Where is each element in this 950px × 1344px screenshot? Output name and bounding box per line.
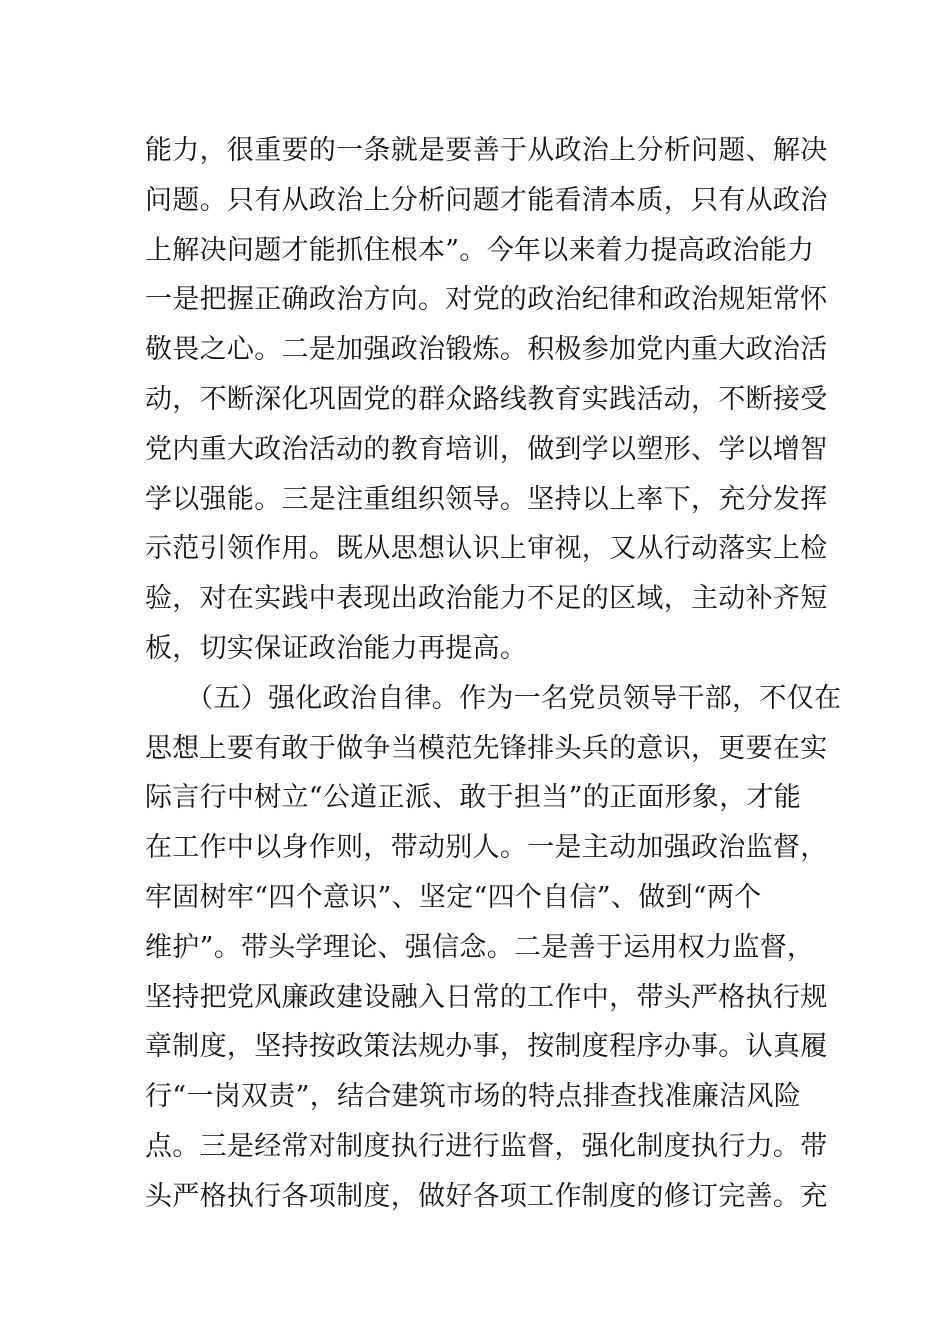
text-line: 示范引领作用。既从思想认识上审视，又从行动落实上检 (145, 533, 828, 565)
text-line: 点。三是经常对制度执行进行监督，强化制度执行力。带 (145, 1130, 828, 1162)
text-line: 一是把握正确政治方向。对党的政治纪律和政治规矩常怀 (145, 284, 828, 316)
text-line: 上解决问题才能抓住根本”。今年以来着力提高政治能力 (145, 234, 815, 266)
text-line: 党内重大政治活动的教育培训，做到学以塑形、学以增智 (145, 433, 828, 465)
text-line: 在工作中以身作则，带动别人。一是主动加强政治监督， (145, 832, 828, 864)
body-text (145, 126, 842, 1222)
text-line: 坚持把党风廉政建设融入日常的工作中，带头严格执行规 (145, 981, 828, 1013)
text-line: 敬畏之心。二是加强政治锻炼。积极参加党内重大政治活 (145, 334, 828, 366)
text-line: 维护”。带头学理论、强信念。二是善于运用权力监督， (145, 931, 815, 963)
text-line: 验，对在实践中表现出政治能力不足的区域，主动补齐短 (145, 583, 828, 615)
text-line: 牢固树牢“四个意识”、坚定“四个自信”、做到“两个 (145, 881, 762, 913)
text-line: 问题。只有从政治上分析问题才能看清本质，只有从政治 (145, 184, 828, 216)
text-line: （五）强化政治自律。作为一名党员领导干部，不仅在 (145, 682, 842, 714)
text-line: 学以强能。三是注重组织领导。坚持以上率下，充分发挥 (145, 483, 828, 515)
text-line: 章制度，坚持按政策法规办事，按制度程序办事。认真履 (145, 1031, 828, 1063)
text-line: 行“一岗双责”，结合建筑市场的特点排查找准廉洁风险 (145, 1081, 802, 1113)
text-line: 能力，很重要的一条就是要善于从政治上分析问题、解决 (145, 135, 828, 166)
text-line: 动，不断深化巩固党的群众路线教育实践活动，不断接受 (145, 383, 828, 415)
text-line: 头严格执行各项制度，做好各项工作制度的修订完善。充 (145, 1180, 828, 1212)
text-line: 板，切实保证政治能力再提高。 (145, 632, 528, 664)
text-line: 际言行中树立“公道正派、敢于担当”的正面形象，才能 (145, 782, 802, 814)
text-line: 思想上要有敢于做争当模范先锋排头兵的意识，更要在实 (145, 732, 828, 764)
